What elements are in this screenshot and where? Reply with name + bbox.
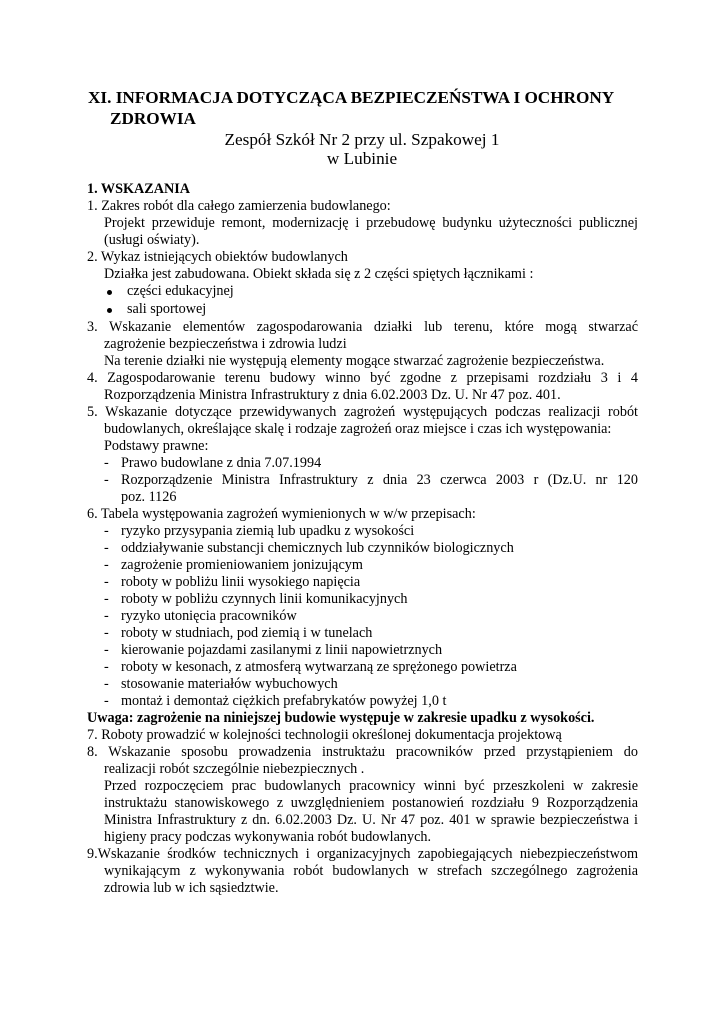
- item-3-line-2: zagrożenie bezpieczeństwa i zdrowia ludzi: [104, 336, 347, 352]
- hazard-item: roboty w kesonach, z atmosferą wytwarzaną ze sprężonego powietrza: [121, 659, 517, 675]
- hazard-item: roboty w studniach, pod ziemią i w tunelach: [121, 625, 373, 641]
- item-8-line-3: Przed rozpoczęciem prac budowlanych pracownicy winni być przeszkoleni w zakresie: [104, 778, 638, 794]
- dash-icon: -: [104, 659, 109, 675]
- hazard-item: ryzyko przysypania ziemią lub upadku z wysokości: [121, 523, 415, 539]
- hazard-item: roboty w pobliżu linii wysokiego napięcia: [121, 574, 361, 590]
- dash-icon: -: [104, 608, 109, 624]
- item-7: 7. Roboty prowadzić w kolejności technologii określonej dokumentacja projektową: [87, 727, 562, 743]
- warning-note: Uwaga: zagrożenie na niniejszej budowie występuje w zakresie upadku z wysokości.: [87, 710, 595, 726]
- section-heading: 1. WSKAZANIA: [87, 181, 191, 197]
- hazard-item: zagrożenie promieniowaniem jonizującym: [121, 557, 363, 573]
- dash-icon: -: [104, 557, 109, 573]
- item-8-line-1: 8. Wskazanie sposobu prowadzenia instruktażu pracowników przed przystąpieniem do: [87, 744, 638, 760]
- legal-basis-1: Prawo budowlane z dnia 7.07.1994: [121, 455, 322, 471]
- bullet-icon: [107, 308, 112, 313]
- item-6-title: 6. Tabela występowania zagrożeń wymienionych w w/w przepisach:: [87, 506, 476, 522]
- item-1-title: 1. Zakres robót dla całego zamierzenia budowlanego:: [87, 198, 391, 214]
- dash-icon: -: [104, 642, 109, 658]
- dash-icon: -: [104, 591, 109, 607]
- hazard-item: ryzyko utonięcia pracowników: [121, 608, 297, 624]
- item-2-title: 2. Wykaz istniejących obiektów budowlanych: [87, 249, 348, 265]
- document-title-line-1: XI. INFORMACJA DOTYCZĄCA BEZPIECZEŃSTWA I OCHRONY: [88, 88, 615, 107]
- item-5-line-3: Podstawy prawne:: [104, 438, 209, 454]
- dash-icon: -: [104, 472, 109, 488]
- document-subtitle-line-2: w Lubinie: [326, 149, 398, 168]
- document-subtitle-line-1: Zespół Szkół Nr 2 przy ul. Szpakowej 1: [224, 130, 500, 149]
- hazard-item: oddziaływanie substancji chemicznych lub czynników biologicznych: [121, 540, 514, 556]
- item-3-line-1: 3. Wskazanie elementów zagospodarowania działki lub terenu, które mogą stwarzać: [87, 319, 638, 335]
- legal-basis-2-line-1: Rozporządzenie Ministra Infrastruktury z dnia 23 czerwca 2003 r (Dz.U. nr 120: [121, 472, 638, 488]
- bullet-icon: [107, 290, 112, 295]
- hazard-item: stosowanie materiałów wybuchowych: [121, 676, 338, 692]
- item-8-line-4: instruktażu stanowiskowego z uwzględnieniem postanowień rozdziału 9 Rozporządzenia: [104, 795, 638, 811]
- item-5-line-1: 5. Wskazanie dotyczące przewidywanych zagrożeń występujących podczas realizacji robót: [87, 404, 638, 420]
- dash-icon: -: [104, 455, 109, 471]
- item-8-line-5: Ministra Infrastruktury z dn. 6.02.2003 Dz. U. Nr 47 poz. 401 w sprawie bezpieczeństwa i: [104, 812, 638, 828]
- item-4-line-1: 4. Zagospodarowanie terenu budowy winno być zgodne z przepisami rozdziału 3 i 4: [87, 370, 638, 386]
- bullet-item-education: części edukacyjnej: [127, 283, 234, 299]
- document-title-line-2: ZDROWIA: [110, 109, 196, 128]
- item-8-line-2: realizacji robót szczególnie niebezpiecznych .: [104, 761, 365, 777]
- legal-basis-2-line-2: poz. 1126: [121, 489, 177, 505]
- dash-icon: -: [104, 693, 109, 709]
- dash-icon: -: [104, 676, 109, 692]
- item-9-line-2: wynikającym z wykonywania robót budowlanych w strefach szczególnego zagrożenia: [104, 863, 638, 879]
- dash-icon: -: [104, 574, 109, 590]
- hazard-item: kierowanie pojazdami zasilanymi z linii napowietrznych: [121, 642, 443, 658]
- item-3-line-3: Na terenie działki nie występują elementy mogące stwarzać zagrożenie bezpieczeństwa.: [104, 353, 605, 369]
- hazard-item: montaż i demontaż ciężkich prefabrykatów powyżej 1,0 t: [121, 693, 447, 709]
- bullet-item-sports-hall: sali sportowej: [127, 301, 207, 317]
- item-1-body-line-1: Projekt przewiduje remont, modernizację i przebudowę budynku użyteczności publicznej: [104, 215, 638, 231]
- item-4-line-2: Rozporządzenia Ministra Infrastruktury z dnia 6.02.2003 Dz. U. Nr 47 poz. 401.: [104, 387, 561, 403]
- item-2-body: Działka jest zabudowana. Obiekt składa się z 2 części spiętych łącznikami :: [104, 266, 534, 282]
- item-9-line-3: zdrowia lub w ich sąsiedztwie.: [104, 880, 279, 896]
- item-9-line-1: 9.Wskazanie środków technicznych i organizacyjnych zapobiegających niebezpieczeństwom: [87, 846, 638, 862]
- dash-icon: -: [104, 540, 109, 556]
- item-1-body-line-2: (usługi oświaty).: [104, 232, 200, 248]
- item-5-line-2: budowlanych, określające skalę i rodzaje zagrożeń oraz miejsce i czas ich występowania:: [104, 421, 612, 437]
- hazard-item: roboty w pobliżu czynnych linii komunikacyjnych: [121, 591, 408, 607]
- item-8-line-6: higieny pracy podczas wykonywania robót budowlanych.: [104, 829, 432, 845]
- dash-icon: -: [104, 625, 109, 641]
- dash-icon: -: [104, 523, 109, 539]
